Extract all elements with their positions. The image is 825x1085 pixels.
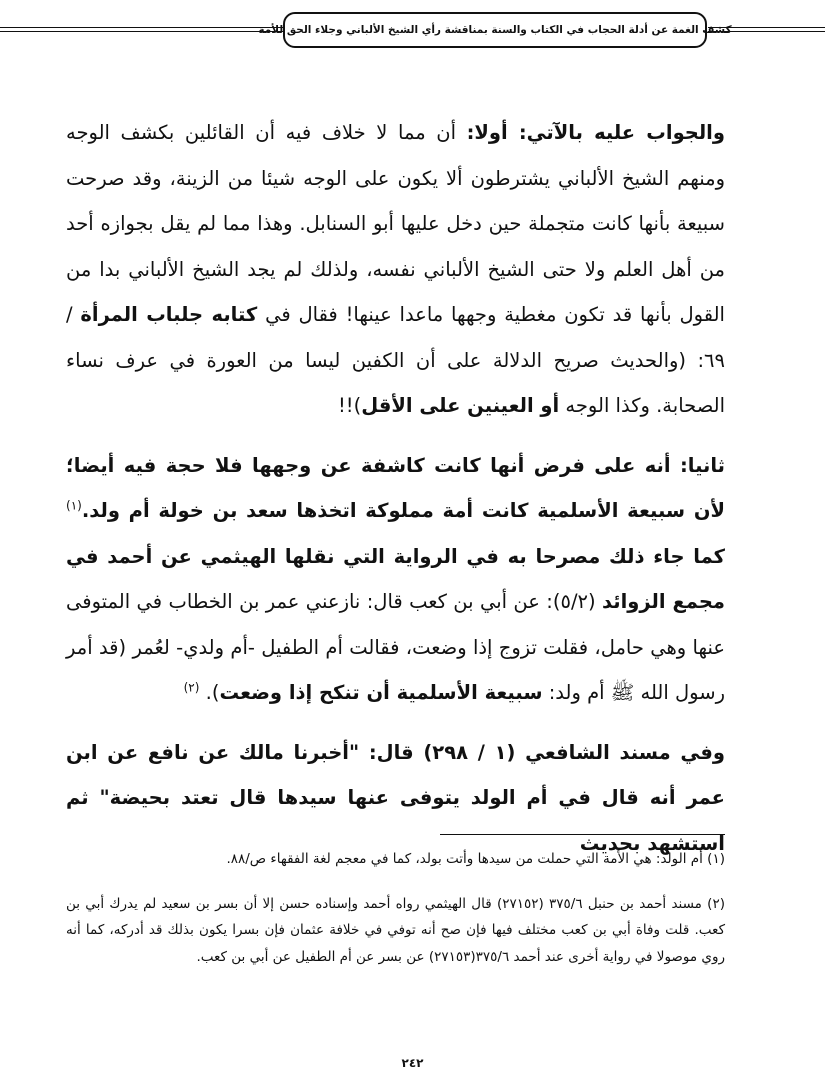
- footnote-1: (١) أم الولد: هي الأمة التي حملت من سيدها وأتت بولد، كما في معجم لغة الفقهاء ص/٨٨.: [226, 851, 725, 867]
- footnote-ref-1[interactable]: (١): [66, 498, 82, 513]
- paragraph-1-lead: والجواب عليه بالآتي: أولا:: [466, 121, 725, 144]
- paragraph-2-book: مجمع الزوائد: [601, 590, 725, 613]
- paragraph-2-lead: ثانيا: أنه على فرض أنها كانت كاشفة عن وجهها فلا حجة فيه أيضا؛ لأن سبيعة الأسلمية كانت أمة مملوكة اتخذها سعد بن خولة أم ولد.: [66, 453, 725, 522]
- footnote-separator: [440, 834, 725, 835]
- footnote-2: (٢) مسند أحمد بن حنبل ٣٧٥/٦ (٢٧١٥٢) قال الهيثمي رواه أحمد وإسناده حسن إلا أن بسر بن سعيد لم يدرك أبي بن كعب. قلت وفاة أبي بن كعب مختلف فيها فإن صح أنه توفي في خلافة عثمان فإن بسرا يكون بذلك قد أدركه، كما أنه روي موصولا في رواية أخرى عند أحمد ٣٧٥/٦(٢٧١٥٣) عن بسر عن أم الطفيل عن أبي بن كعب.: [66, 895, 725, 965]
- paragraph-2: [66, 443, 725, 716]
- header-rule-left: [0, 27, 283, 32]
- paragraph-1-book: كتابه جلباب المرأة: [80, 303, 258, 326]
- header-title: كشف الغمة عن أدلة الحجاب في الكتاب والسنة بمناقشة رأي الشيخ الألباني وجلاء الحق للأمة: [258, 24, 732, 36]
- paragraph-1-emphasis: أو العينين على الأقل: [361, 394, 560, 417]
- page-number: ٢٤٢: [401, 1056, 424, 1070]
- paragraph-1: [66, 110, 725, 429]
- paragraph-2-text-1: كما جاء ذلك مصرحا به في الرواية التي نقلها الهيثمي عن أحمد في: [66, 544, 725, 568]
- footnote-ref-2[interactable]: (٢): [183, 680, 200, 695]
- paragraph-2-text-2: (٥/٢): عن أبي بن كعب قال: نازعني عمر بن الخطاب في المتوفى عنها وهي حامل، فقلت تزوج إذا وضعت، فقالت أم الطفيل -أم ولدي- لعُمر (قد أمر رسول الله ﷺ أم ولد:: [66, 590, 725, 704]
- paragraph-2-emphasis: سبيعة الأسلمية أن تنكح إذا وضعت: [219, 681, 543, 704]
- paragraph-2-text-3: ).: [199, 681, 220, 704]
- footnotes: [66, 846, 725, 970]
- paragraph-3: وفي مسند الشافعي (١ / ٢٩٨) قال: "أخبرنا مالك عن نافع عن ابن عمر أنه قال في أم الولد يتوفى عنها سيدها قال تعتد بحيضة" ثم استشهد بحديث: [66, 740, 725, 855]
- paragraph-1-text-2: /٦٩: (والحديث صريح الدلالة على أن الكفين ليسا من العورة في عرف نساء الصحابة. وكذا الوجه: [66, 303, 725, 417]
- paragraph-1-text-1: أن مما لا خلاف فيه أن القائلين بكشف الوجه ومنهم الشيخ الألباني يشترطون ألا يكون على الوجه شيئا من الزينة، وقد صرحت سبيعة بأنها كانت متجملة حين دخل عليها أبو السنابل. وهذا مما لم يقل بجوازه أحد من أهل العلم ولا حتى الشيخ الألباني نفسه، ولذلك لم يجد الشيخ الألباني بدا من القول بأنها قد تكون مغطية وجهها ماعدا عينها! فقال في: [66, 121, 725, 326]
- paragraph-1-text-3: )!!: [337, 394, 362, 417]
- running-header: [258, 12, 732, 48]
- main-text: [66, 110, 725, 866]
